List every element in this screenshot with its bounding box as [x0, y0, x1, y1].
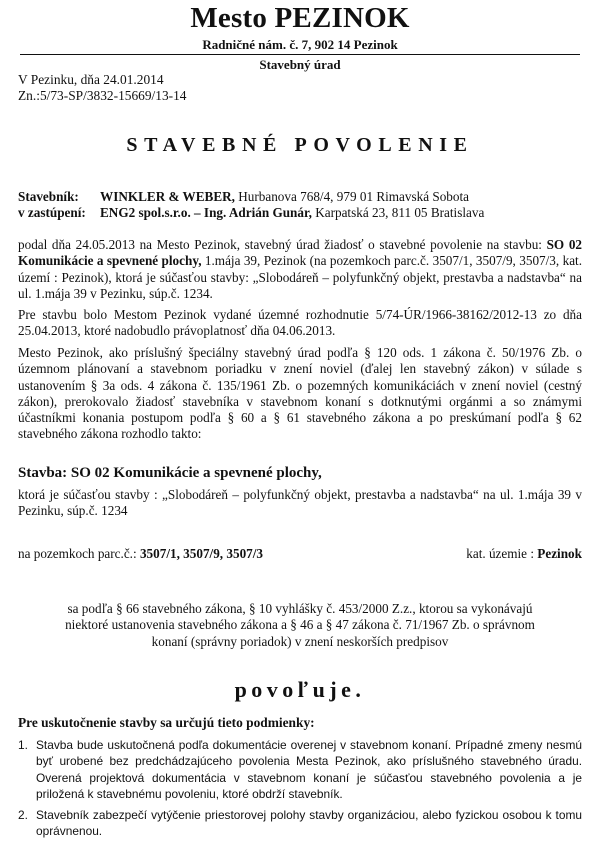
parcel-numbers: 3507/1, 3507/9, 3507/3 [139, 546, 264, 561]
municipality-title: Mesto PEZINOK [190, 2, 410, 34]
condition-text: Stavba bude uskutočnená podľa dokumentácie overenej v stavebnom konaní. Prípadné zmeny nesmú byť urobené bez predchádzajúceho povolenia Mesta Pezinok, ako príslušného stavebného úradu. Overená projektová dokumentácia v stavebnom konaní je súčasťou stavebného povolenia a je priložená k stavebnému povoleniu, ktoré obdrží stavebník. [36, 738, 582, 801]
cadastral-area-label: kat. územie : [466, 546, 538, 561]
reference-number: Zn.:5/73-SP/3832-15669/13-14 [18, 88, 187, 103]
condition-text: Stavebník zabezpečí vytýčenie priestorovej polohy stavby organizáciou, alebo fyzickou osobou k tomu oprávnenou. [36, 808, 582, 839]
legal-basis: sa podľa § 66 stavebného zákona, § 10 vyhlášky č. 453/2000 Z.z., ktorou sa vykonávajú niektoré ustanovenia stavebného zákona a § 46 a § 47 zákona č. 71/1967 Zb. o správnom konaní (správny poriadok) v znení neskorších predpisov [65, 601, 535, 649]
application-project-name: SO 02 Komunikácie a spevnené plochy, [18, 237, 583, 269]
parcel-label: na pozemkoch parc.č.: [18, 546, 140, 561]
application-text-start: podal dňa 24.05.2013 na Mesto Pezinok, stavebný úrad žiadosť o stavebné povolenie na stavbu: [18, 237, 547, 252]
builder-name: WINKLER & WEBER, [100, 189, 235, 204]
condition-item [18, 807, 582, 840]
representative-address: Karpatská 23, 811 05 Bratislava [315, 205, 485, 220]
application-paragraph [18, 237, 582, 302]
representative-line [18, 204, 588, 221]
cadastral-area-name: Pezinok [537, 546, 582, 561]
builder-line [18, 188, 588, 205]
condition-number: 2. [18, 808, 28, 822]
construction-description: ktorá je súčasťou stavby : „Slobodáreň – polyfunkčný objekt, prestavba a nadstavba“ na ul. 1.mája 39 v Pezinku, súp.č. 1234 [18, 487, 582, 519]
authority-paragraph: Mesto Pezinok, ako príslušný špeciálny stavebný úrad podľa § 120 ods. 1 zákona č. 50/1976 Zb. o územnom plánovaní a stavebnom poriadku v znení noviel (ďalej len stavebný zákon) v súlade s ustanovením § 3a ods. 4 zákona č. 135/1961 Zb. o pozemných komunikáciách v znení noviel (cestný zákon), prerokovalo žiadosť stavebníka v stavebnom konaní s dotknutými orgánmi a so známymi účastníkmi konania postupom podľa § 60 a § 61 stavebného zákona a po preskúmaní podľa § 62 stavebného zákona rozhodlo takto: [18, 345, 582, 442]
decision-verdict: povoľuje. [234, 677, 366, 702]
parcel-line [18, 546, 582, 562]
municipality-address: Radničné nám. č. 7, 902 14 Pezinok [202, 37, 398, 52]
document-title: STAVEBNÉ POVOLENIE [126, 134, 474, 156]
representative-name: ENG2 spol.s.r.o. – Ing. Adrián Gunár, [100, 205, 312, 220]
application-text-end: 1.mája 39, Pezinok (na pozemkoch parc.č. 3507/1, 3507/9, 3507/3, kat. území : Pezinok), ktorá je súčasťou stavby: „Slobodáreň – polyfunkčný objekt, prestavba a nadstavba“ na ul. 1.mája 39 v Pezinku, súp.č. 1234. [18, 253, 583, 301]
builder-label: Stavebník: [18, 189, 79, 204]
construction-heading: Stavba: SO 02 Komunikácie a spevnené plochy, [18, 465, 322, 481]
condition-item [18, 737, 582, 802]
office-name: Stavebný úrad [259, 57, 341, 72]
header-divider [20, 54, 580, 55]
builder-address: Hurbanova 768/4, 979 01 Rimavská Sobota [238, 189, 470, 204]
cadastral-area [466, 546, 582, 562]
condition-number: 1. [18, 738, 28, 752]
representative-label: v zastúpení: [18, 205, 86, 220]
zoning-decision-paragraph: Pre stavbu bolo Mestom Pezinok vydané územné rozhodnutie 5/74-ÚR/1966-38162/2012-13 zo dňa 25.04.2013, ktoré nadobudlo právoplatnosť dňa 04.06.2013. [18, 307, 582, 339]
conditions-heading: Pre uskutočnenie stavby sa určujú tieto podmienky: [18, 715, 315, 730]
date-line: V Pezinku, dňa 24.01.2014 [18, 72, 164, 87]
